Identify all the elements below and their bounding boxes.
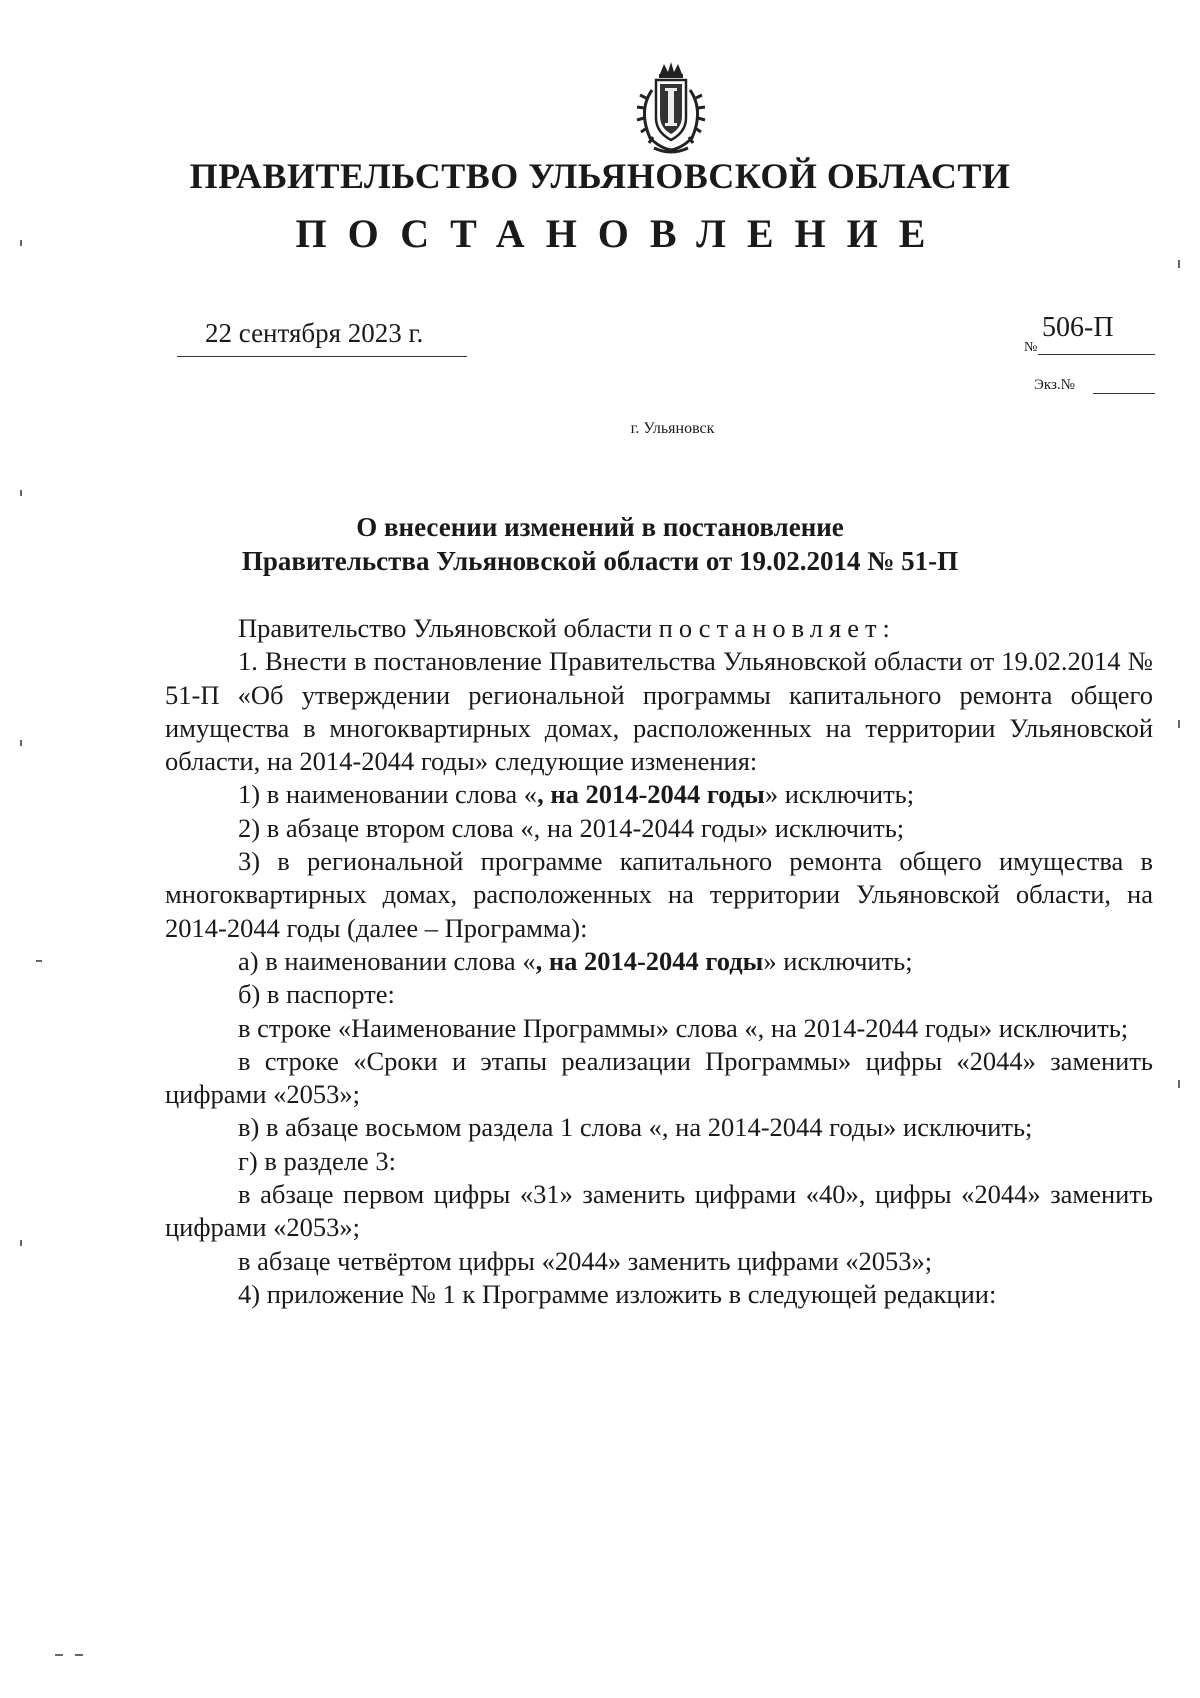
p2-end: » исключить; bbox=[764, 779, 915, 810]
scan-speck bbox=[20, 1240, 22, 1246]
p2-bold: , на 2014-2044 годы bbox=[537, 779, 765, 810]
paragraph-3: 2) в абзаце втором слова «, на 2014-2044 годы» исключить; bbox=[238, 812, 905, 843]
paragraph-2 bbox=[165, 778, 1153, 811]
paragraph-10: г) в разделе 3: bbox=[238, 1145, 396, 1176]
scan-speck bbox=[55, 1654, 63, 1656]
p5-start: а) в наименовании слова « bbox=[238, 945, 536, 976]
subject-line-2: Правительства Ульяновской области от 19.02.2014 № 51-П bbox=[241, 546, 959, 576]
number-label: № bbox=[1024, 340, 1038, 355]
p2-start: 1) в наименовании слова « bbox=[238, 779, 538, 810]
document-date: 22 сентября 2023 г. bbox=[205, 318, 424, 348]
city: г. Ульяновск bbox=[630, 420, 715, 437]
scan-speck bbox=[36, 960, 42, 962]
scan-speck bbox=[20, 740, 22, 746]
paragraph-12: в абзаце четвёртом цифры «2044» заменить цифрами «2053»; bbox=[238, 1245, 933, 1276]
intro-text: Правительство Ульяновской области bbox=[238, 613, 659, 643]
copy-number-label: Экз.№ bbox=[1034, 377, 1075, 393]
paragraph-9: в) в абзаце восьмом раздела 1 слова «, на 2014-2044 годы» исключить; bbox=[238, 1112, 1033, 1143]
paragraph-8: в строке «Сроки и этапы реализации Программы» цифры «2044» заменить цифрами «2053»; bbox=[165, 1045, 1153, 1110]
document-subject bbox=[0, 510, 1200, 578]
scan-speck bbox=[20, 240, 22, 246]
paragraph-11: в абзаце первом цифры «31» заменить цифрами «40», цифры «2044» заменить цифрами «2053»; bbox=[165, 1179, 1153, 1243]
paragraph-13: 4) приложение № 1 к Программе изложить в следующей редакции: bbox=[238, 1278, 997, 1309]
scan-speck bbox=[1178, 260, 1180, 268]
intro-resolves: постановляет bbox=[658, 613, 883, 643]
intro-colon: : bbox=[882, 613, 890, 643]
paragraph-1: 1. Внести в постановление Правительства Ульяновской области от 19.02.2014 № 51-П «Об утверждении региональной программы капитального ремонта общего имущества в многоквартирных домах, расположенных на территории Ульяновской области, на 2014-2044 годы» следующие изменения: bbox=[165, 646, 1153, 777]
scan-speck bbox=[75, 1654, 83, 1656]
copy-number-underline bbox=[1093, 393, 1155, 394]
document-number: 506-П bbox=[1042, 312, 1114, 343]
p5-end: » исключить; bbox=[763, 945, 913, 976]
subject-line-1: О внесении изменений в постановление bbox=[356, 512, 844, 542]
paragraph-7: в строке «Наименование Программы» слова «, на 2014-2044 годы» исключить; bbox=[238, 1012, 1129, 1043]
scan-speck bbox=[1178, 720, 1180, 728]
coat-of-arms-icon bbox=[616, 60, 726, 160]
paragraph-6: б) в паспорте: bbox=[238, 979, 395, 1010]
p5-bold: , на 2014-2044 годы bbox=[535, 945, 764, 976]
government-title: ПРАВИТЕЛЬСТВО УЛЬЯНОВСКОЙ ОБЛАСТИ bbox=[189, 156, 1011, 196]
paragraph-5 bbox=[165, 945, 1153, 978]
paragraph-4: 3) в региональной программе капитального ремонта общего имущества в многоквартирных домах, расположенных на территории Ульяновской области, на 2014-2044 годы (далее – Программа): bbox=[165, 846, 1153, 943]
document-body bbox=[165, 612, 1153, 1311]
date-underline bbox=[177, 356, 467, 357]
document-type: ПОСТАНОВЛЕНИЕ bbox=[295, 211, 947, 256]
number-underline bbox=[1038, 354, 1155, 355]
scan-speck bbox=[20, 490, 22, 496]
scan-speck bbox=[1178, 1080, 1180, 1088]
body-intro bbox=[165, 612, 1153, 645]
